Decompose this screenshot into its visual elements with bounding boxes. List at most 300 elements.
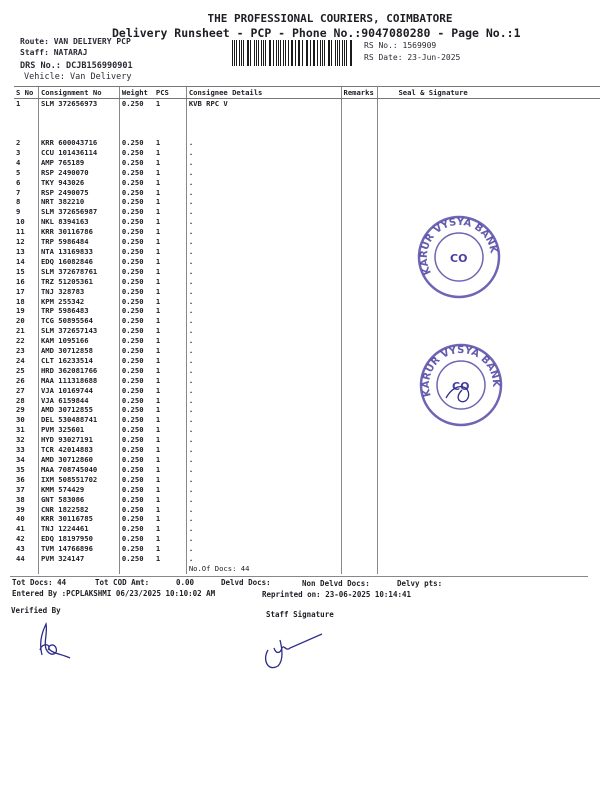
row-consignment-no: EDQ 16082846: [38, 257, 119, 267]
row-consignee: .: [186, 326, 341, 336]
row-pcs: 1: [155, 504, 161, 514]
row-weight: 0.250: [119, 524, 153, 534]
row-sno: 10: [16, 217, 25, 227]
row-consignee: .: [186, 415, 341, 425]
table-row: [14, 396, 600, 406]
row-pcs: 1: [155, 266, 161, 276]
table-row: [14, 257, 600, 267]
row-consignment-no: VJA 6159844: [38, 396, 119, 406]
table-row: [14, 197, 600, 207]
row-weight: 0.250: [119, 346, 153, 356]
verified-by-label: Verified By: [11, 606, 61, 615]
company-name: THE PROFESSIONAL COURIERS, COIMBATORE: [207, 12, 453, 25]
row-weight: 0.250: [119, 227, 153, 237]
row-consignment-no: NRT 382210: [38, 197, 119, 207]
table-row: [14, 544, 600, 554]
row-sno: 12: [16, 237, 25, 247]
col-consignee: Consignee Details: [186, 87, 341, 99]
row-sno: 32: [16, 435, 25, 445]
row-weight: 0.250: [119, 534, 153, 544]
table-row: [14, 455, 600, 465]
row-seal: [378, 435, 600, 445]
row-seal: [378, 534, 600, 544]
row-remarks: [341, 346, 378, 356]
row-pcs: 1: [155, 365, 161, 375]
row-weight: 0.250: [119, 514, 153, 524]
row-consignee: .: [186, 445, 341, 455]
vehicle: Vehicle: Van Delivery: [24, 72, 132, 82]
table-row: [14, 148, 600, 158]
row-remarks: [341, 148, 378, 158]
row-consignment-no: AMP 765189: [38, 158, 119, 168]
table-row: [14, 405, 600, 415]
row-remarks: [341, 425, 378, 435]
row-consignment-no: CCU 101436114: [38, 148, 119, 158]
row-consignment-no: TNJ 328783: [38, 287, 119, 297]
row-consignee: .: [186, 197, 341, 207]
reprinted-on: Reprinted on: 23-06-2025 10:14:41: [262, 590, 412, 599]
row-seal: [378, 445, 600, 455]
row-consignment-no: SLM 372656987: [38, 207, 119, 217]
row-consignment-no: KRR 30116786: [38, 227, 119, 237]
row-remarks: [341, 237, 378, 247]
row-seal: [378, 306, 600, 316]
row-sno: 35: [16, 464, 25, 474]
col-consignment: Consignment No: [38, 87, 119, 99]
row-sno: 26: [16, 375, 25, 385]
row-consignee: .: [186, 455, 341, 465]
row-sno: 43: [16, 544, 25, 554]
row-sno: 27: [16, 385, 25, 395]
runsheet-table: [14, 86, 600, 574]
row-remarks: [341, 138, 378, 148]
rs-date: RS Date: 23-Jun-2025: [364, 53, 461, 62]
table-row: [14, 445, 600, 455]
row-consignee: .: [186, 138, 341, 148]
row-consignment-no: TKY 943026: [38, 178, 119, 188]
row-weight: 0.250: [119, 257, 153, 267]
table-header-row: [14, 87, 600, 99]
row-weight: 0.250: [119, 326, 153, 336]
row-pcs: 1: [155, 197, 161, 207]
row-consignment-no: PVM 324147: [38, 554, 119, 564]
row-pcs: 1: [155, 435, 161, 445]
row-consignment-no: HRD 362081766: [38, 366, 119, 376]
row-sno: 8: [16, 197, 21, 207]
row-consignee: .: [186, 475, 341, 485]
row-pcs: 1: [155, 524, 161, 534]
col-weight: Weight: [119, 87, 153, 99]
table-row: [14, 247, 600, 257]
row-weight: 0.250: [119, 188, 153, 198]
row-consignee: .: [186, 188, 341, 198]
row-consignee: .: [186, 524, 341, 534]
row-sno: 34: [16, 455, 25, 464]
row-consignee: .: [186, 168, 341, 178]
row-sno: 23: [16, 346, 25, 356]
row-consignee: .: [186, 356, 341, 366]
row-pcs: 1: [155, 157, 161, 167]
row-weight: 0.250: [119, 277, 153, 287]
row-consignee: .: [186, 158, 341, 168]
row-weight: 0.250: [119, 138, 153, 148]
row-consignee: .: [186, 554, 341, 564]
delvd-docs: Delvd Docs:: [221, 578, 271, 587]
table-row: [14, 237, 600, 247]
row-consignee: .: [186, 257, 341, 267]
row-sno: 11: [16, 227, 25, 237]
row-seal: [378, 475, 600, 485]
row-pcs: 1: [155, 554, 161, 564]
row-consignment-no: NTA 13169833: [38, 247, 119, 257]
row-pcs: 1: [155, 494, 161, 504]
row-consignee: .: [186, 178, 341, 188]
row-remarks: [341, 554, 378, 564]
no-of-docs: No.Of Docs: 44: [186, 564, 341, 574]
row-weight: 0.250: [119, 316, 153, 326]
row-remarks: [341, 158, 378, 168]
row-consignment-no: RSP 2490070: [38, 168, 119, 178]
row-sno: 19: [16, 306, 25, 316]
row-sno: 13: [16, 246, 25, 256]
col-seal: Seal & Signature: [378, 87, 600, 99]
row-weight: 0.250: [119, 485, 153, 495]
row-seal: [378, 554, 600, 564]
row-sno: 14: [16, 256, 25, 266]
table-row: [14, 386, 600, 396]
row-pcs: 1: [155, 187, 161, 197]
row-weight: 0.250: [119, 306, 153, 316]
row-consignment-no: PVM 325601: [38, 425, 119, 435]
row-consignment-no: GNT 583086: [38, 495, 119, 505]
row-consignment-no: TRZ 51205361: [38, 277, 119, 287]
row-sno: 42: [16, 534, 25, 544]
row-remarks: [341, 287, 378, 297]
row-pcs: 1: [155, 237, 161, 247]
row-sno: 33: [16, 445, 25, 455]
row-consignment-no: HYD 93027191: [38, 435, 119, 445]
row-sno: 25: [16, 365, 25, 375]
bank-seal-stamp-2: [416, 340, 506, 430]
row-pcs: 1: [155, 415, 161, 425]
table-row: [14, 277, 600, 287]
table-row: [14, 267, 600, 277]
row-remarks: [341, 445, 378, 455]
row-weight: 0.250: [119, 217, 153, 227]
row-consignment-no: DEL 530488741: [38, 415, 119, 425]
row-weight: 0.250: [119, 207, 153, 217]
row-consignment-no: KAM 1095166: [38, 336, 119, 346]
row-pcs: 1: [155, 167, 161, 177]
row-remarks: [341, 207, 378, 217]
row-seal: [378, 465, 600, 475]
table-row: [14, 178, 600, 188]
row-consignment-no: TCG 50895564: [38, 316, 119, 326]
table-row: [14, 297, 600, 307]
row-pcs: 1: [155, 355, 161, 365]
row-weight: 0.250: [119, 544, 153, 554]
row-pcs: 1: [155, 227, 161, 237]
row-remarks: [341, 99, 378, 139]
row-weight: 0.250: [119, 178, 153, 188]
table-row: [14, 287, 600, 297]
table-row: [14, 99, 600, 139]
row-weight: 0.250: [119, 415, 153, 425]
row-consignment-no: AMD 30712855: [38, 405, 119, 415]
table-row: [14, 158, 600, 168]
row-weight: 0.250: [119, 247, 153, 257]
row-consignee: .: [186, 227, 341, 237]
row-pcs: 1: [155, 177, 161, 187]
col-remarks: Remarks: [341, 87, 378, 99]
row-consignee: .: [186, 514, 341, 524]
row-consignment-no: KMM 574429: [38, 485, 119, 495]
row-consignee: .: [186, 465, 341, 475]
row-seal: [378, 524, 600, 534]
row-remarks: [341, 485, 378, 495]
row-sno: 41: [16, 524, 25, 534]
row-remarks: [341, 534, 378, 544]
row-remarks: [341, 356, 378, 366]
staff-signature-label: Staff Signature: [266, 610, 334, 619]
row-remarks: [341, 188, 378, 198]
row-weight: 0.250: [119, 396, 153, 406]
row-consignment-no: SLM 372656973: [38, 99, 119, 139]
row-pcs: 1: [155, 217, 161, 227]
row-pcs: 1: [155, 346, 161, 356]
row-remarks: [341, 505, 378, 515]
row-remarks: [341, 316, 378, 326]
row-weight: 0.250: [119, 554, 153, 564]
row-weight: 0.250: [119, 168, 153, 178]
row-consignment-no: TRP 5986484: [38, 237, 119, 247]
row-seal: [378, 197, 600, 207]
row-consignee: .: [186, 336, 341, 346]
delvy-pts: Delvy pts:: [397, 579, 443, 588]
row-consignment-no: TCR 42014883: [38, 445, 119, 455]
footer-divider: [10, 576, 588, 577]
table-row: [14, 505, 600, 515]
table-row: [14, 415, 600, 425]
row-weight: 0.250: [119, 356, 153, 366]
row-weight: 0.250: [119, 386, 153, 396]
row-remarks: [341, 544, 378, 554]
table-row: [14, 336, 600, 346]
row-pcs: 1: [155, 246, 161, 256]
row-seal: [378, 138, 600, 148]
row-seal: [378, 495, 600, 505]
row-seal: [378, 544, 600, 554]
row-consignment-no: KPM 255342: [38, 297, 119, 307]
row-consignee: KVB RPC V: [186, 99, 341, 139]
row-sno: 1: [16, 99, 21, 108]
table-row: [14, 514, 600, 524]
row-consignee: .: [186, 306, 341, 316]
table-row: [14, 207, 600, 217]
row-pcs: 1: [155, 455, 161, 464]
row-weight: 0.250: [119, 158, 153, 168]
row-consignee: .: [186, 495, 341, 505]
row-remarks: [341, 306, 378, 316]
row-weight: 0.250: [119, 148, 153, 158]
row-remarks: [341, 514, 378, 524]
tot-cod-value: 0.00: [176, 578, 195, 587]
row-seal: [378, 188, 600, 198]
row-remarks: [341, 227, 378, 237]
table-row: [14, 425, 600, 435]
row-weight: 0.250: [119, 297, 153, 307]
row-consignment-no: NKL 8394163: [38, 217, 119, 227]
table-row: [14, 534, 600, 544]
row-pcs: 1: [155, 326, 161, 336]
row-weight: 0.250: [119, 267, 153, 277]
row-consignee: .: [186, 544, 341, 554]
row-consignment-no: VJA 10169744: [38, 386, 119, 396]
row-sno: 16: [16, 276, 25, 286]
row-consignment-no: CNR 1822582: [38, 505, 119, 515]
row-pcs: 1: [155, 316, 161, 326]
row-seal: [378, 99, 600, 139]
col-sno: S No: [14, 87, 38, 99]
row-weight: 0.250: [119, 99, 153, 139]
row-consignee: .: [186, 376, 341, 386]
row-consignment-no: MAA 708745040: [38, 465, 119, 475]
table-row: [14, 227, 600, 237]
row-consignee: .: [186, 267, 341, 277]
row-consignee: .: [186, 316, 341, 326]
table-row: [14, 485, 600, 495]
row-pcs: 1: [155, 445, 161, 455]
row-consignee: .: [186, 386, 341, 396]
row-seal: [378, 168, 600, 178]
row-pcs: 1: [155, 306, 161, 316]
row-consignment-no: CLT 16233514: [38, 356, 119, 366]
row-consignment-no: EDQ 18197950: [38, 534, 119, 544]
row-remarks: [341, 376, 378, 386]
row-pcs: 1: [155, 425, 161, 435]
route: Route: VAN DELIVERY PCP: [20, 37, 131, 46]
row-consignee: .: [186, 207, 341, 217]
row-sno: 31: [16, 425, 25, 435]
row-remarks: [341, 168, 378, 178]
table-row: [14, 475, 600, 485]
row-seal: [378, 505, 600, 515]
row-pcs: 1: [155, 534, 161, 544]
row-seal: [378, 326, 600, 336]
row-remarks: [341, 405, 378, 415]
row-consignment-no: RSP 2490075: [38, 188, 119, 198]
rs-no: RS No.: 1569909: [364, 41, 437, 50]
row-sno: 39: [16, 504, 25, 514]
row-consignment-no: KRR 30116785: [38, 514, 119, 524]
entered-by: Entered By :PCPLAKSHMI 06/23/2025 10:10:02 AM: [12, 589, 216, 598]
table-row: [14, 217, 600, 227]
row-consignee: .: [186, 366, 341, 376]
row-sno: 22: [16, 336, 25, 346]
row-consignment-no: MAA 111318688: [38, 376, 119, 386]
row-sno: 4: [16, 157, 21, 167]
row-weight: 0.250: [119, 287, 153, 297]
row-consignee: .: [186, 277, 341, 287]
table-row: [14, 346, 600, 356]
row-seal: [378, 485, 600, 495]
barcode: [232, 40, 354, 66]
row-weight: 0.250: [119, 425, 153, 435]
row-weight: 0.250: [119, 237, 153, 247]
row-weight: 0.250: [119, 465, 153, 475]
row-seal: [378, 514, 600, 524]
table-row: [14, 326, 600, 336]
row-consignee: .: [186, 237, 341, 247]
row-consignee: .: [186, 425, 341, 435]
row-pcs: 1: [155, 464, 161, 474]
svg-text:CO: CO: [452, 380, 470, 393]
row-remarks: [341, 336, 378, 346]
row-consignment-no: AMD 30712860: [38, 455, 119, 465]
row-remarks: [341, 396, 378, 406]
col-pcs: PCS: [154, 87, 186, 99]
row-sno: 5: [16, 167, 21, 177]
row-pcs: 1: [155, 256, 161, 266]
row-consignee: .: [186, 217, 341, 227]
row-remarks: [341, 297, 378, 307]
row-consignment-no: TRP 5986483: [38, 306, 119, 316]
row-sno: 37: [16, 484, 25, 494]
table-row: [14, 465, 600, 475]
table-row: [14, 356, 600, 366]
row-seal: [378, 158, 600, 168]
verifier-signature: [28, 620, 78, 670]
row-pcs: 1: [155, 514, 161, 524]
row-sno: 2: [16, 138, 21, 147]
row-remarks: [341, 326, 378, 336]
row-consignee: .: [186, 287, 341, 297]
row-remarks: [341, 435, 378, 445]
row-remarks: [341, 475, 378, 485]
runsheet-title: Delivery Runsheet - PCP - Phone No.:9047080280 - Page No.:1: [112, 26, 521, 40]
row-pcs: 1: [155, 286, 161, 296]
row-sno: 7: [16, 187, 21, 197]
row-sno: 17: [16, 286, 25, 296]
table-row: [14, 554, 600, 564]
row-sno: 24: [16, 355, 25, 365]
row-consignment-no: AMD 30712858: [38, 346, 119, 356]
row-weight: 0.250: [119, 197, 153, 207]
row-weight: 0.250: [119, 376, 153, 386]
row-consignment-no: TVM 14766896: [38, 544, 119, 554]
table-row: [14, 138, 600, 148]
row-seal: [378, 178, 600, 188]
row-pcs: 1: [155, 99, 161, 108]
row-consignment-no: SLM 372657143: [38, 326, 119, 336]
row-weight: 0.250: [119, 366, 153, 376]
row-consignment-no: TNJ 1224461: [38, 524, 119, 534]
row-remarks: [341, 217, 378, 227]
table-row: [14, 306, 600, 316]
row-remarks: [341, 386, 378, 396]
row-remarks: [341, 495, 378, 505]
row-pcs: 1: [155, 207, 161, 217]
row-pcs: 1: [155, 385, 161, 395]
row-weight: 0.250: [119, 445, 153, 455]
row-pcs: 1: [155, 296, 161, 306]
svg-text:KARUR VYSYA BANK: KARUR VYSYA BANK: [418, 216, 499, 277]
row-consignee: .: [186, 505, 341, 515]
row-consignee: .: [186, 405, 341, 415]
table-row: [14, 524, 600, 534]
table-row: [14, 168, 600, 178]
row-remarks: [341, 415, 378, 425]
